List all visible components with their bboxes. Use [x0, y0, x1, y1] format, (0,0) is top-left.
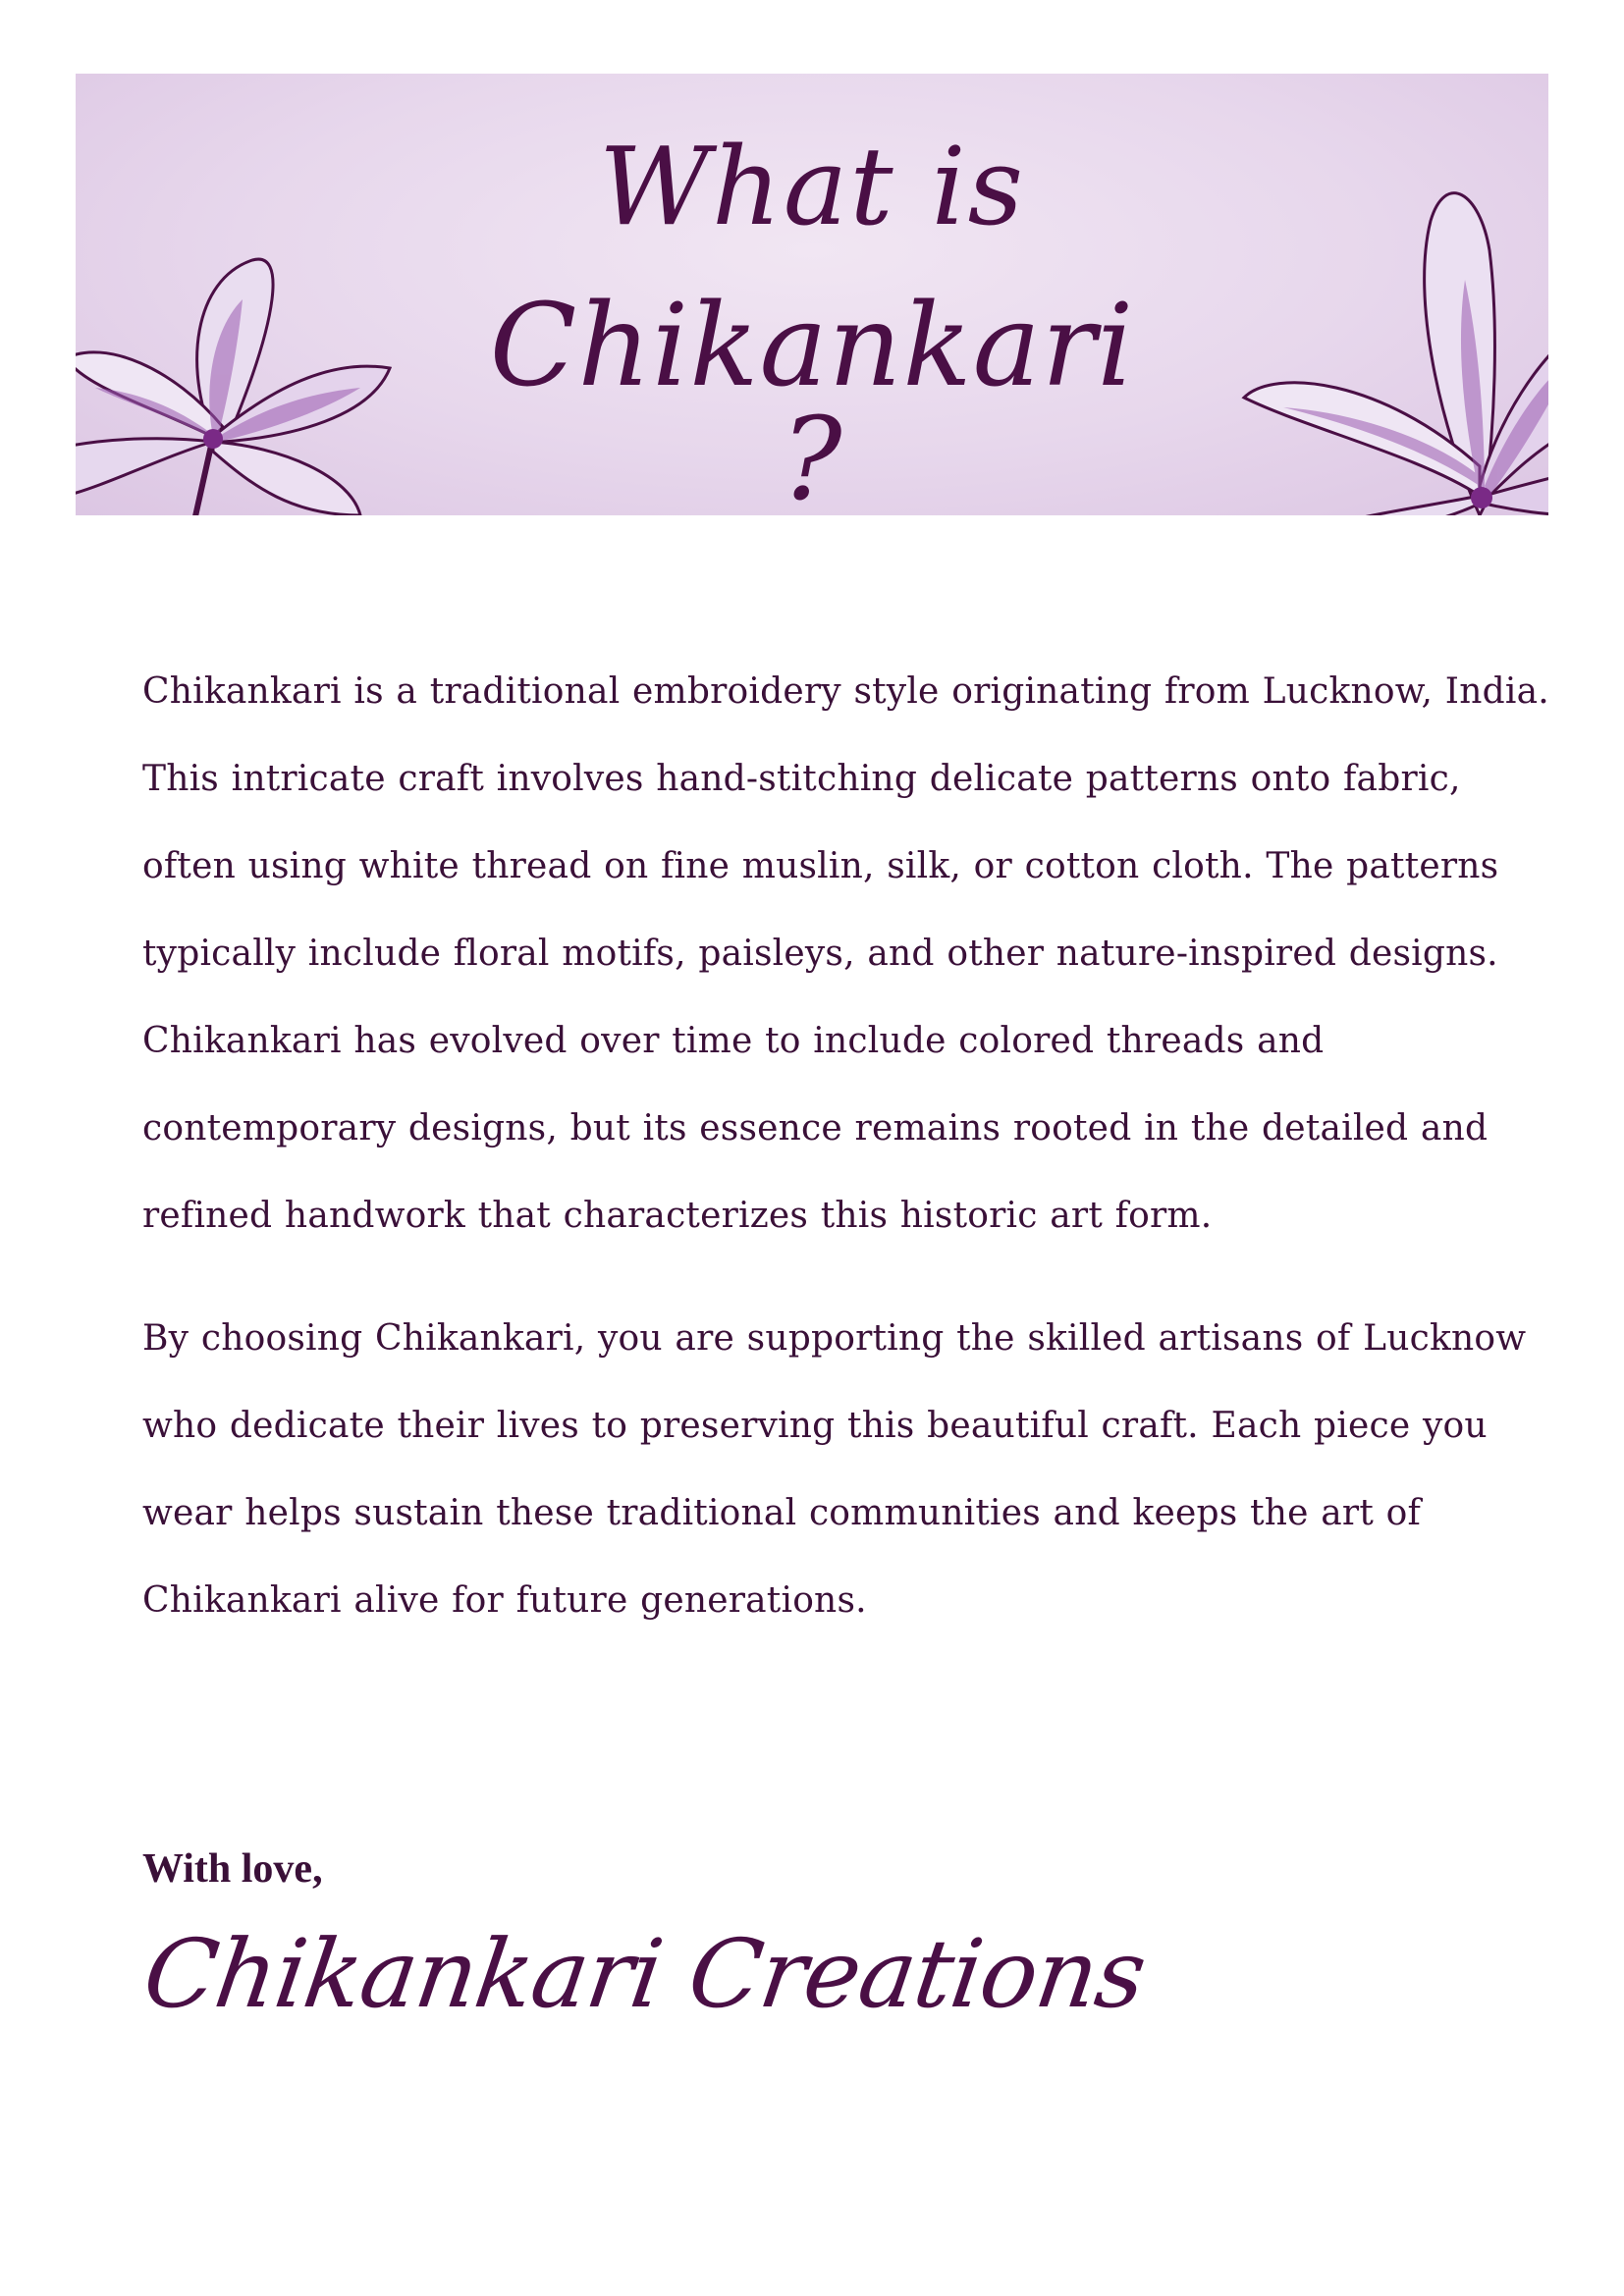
paragraph-support: By choosing Chikankari, you are supporting the skilled artisans of Lucknow who dedicate their lives to preserving this beautiful craft. Each piece you wear helps sustain these traditional communities and keeps the art of Chikankari alive for future generations. — [142, 1318, 1527, 1621]
title-line-1: What is — [598, 124, 1026, 249]
main-content — [142, 648, 1556, 1644]
banner-title — [488, 113, 1136, 515]
lily-flower-left-icon — [76, 191, 419, 515]
signoff-text: With love, — [142, 1846, 323, 1892]
signature: Chikankari Creations — [137, 1919, 1153, 2029]
title-line-2: Chikankari ? — [489, 280, 1135, 515]
paragraph-intro: Chikankari is a traditional embroidery style originating from Lucknow, India. This intricate craft involves hand-stitching delicate patterns onto fabric, often using white thread on fine muslin, silk, or cotton cloth. The patterns typically include floral motifs, paisleys, and other nature-inspired designs. Chikankari has evolved over time to include colored threads and contemporary designs, but its essence remains rooted in the detailed and refined handwork that characterizes this historic art form. — [142, 671, 1549, 1236]
header-banner — [76, 74, 1548, 515]
lily-flower-right-icon — [1185, 133, 1548, 515]
